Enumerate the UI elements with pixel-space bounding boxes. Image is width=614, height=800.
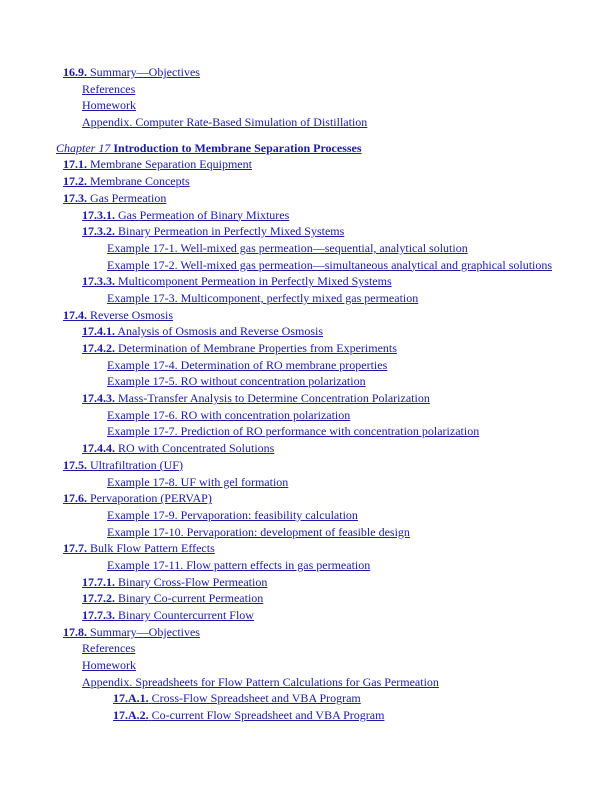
section-title: Reverse Osmosis [90, 307, 173, 322]
toc-entry[interactable] [0, 307, 614, 324]
toc-entry[interactable] [0, 707, 614, 724]
toc-entry-link[interactable] [82, 208, 289, 222]
toc-entry[interactable] [0, 223, 614, 240]
toc-entry-link[interactable] [82, 82, 135, 96]
section-title: Co-current Flow Spreadsheet and VBA Program [151, 708, 385, 723]
section-number: 17.5. [63, 457, 87, 472]
section-title: Example 17-2. Well-mixed gas permeation—simultaneous analytical and graphical solutions [107, 257, 553, 272]
section-number: 17.4. [63, 307, 87, 322]
section-number: 17.7.2. [82, 591, 115, 606]
toc-entry[interactable] [0, 190, 614, 207]
section-number: 17.2. [63, 174, 87, 189]
toc-entry-link[interactable] [107, 475, 288, 489]
section-number: 17.4.3. [82, 391, 115, 406]
toc-entry-link[interactable] [107, 291, 418, 305]
section-title: RO with Concentrated Solutions [118, 441, 275, 456]
toc-entry-link[interactable] [82, 115, 367, 129]
section-title: Example 17-5. RO without concentration polarization [107, 374, 366, 389]
section-title: Example 17-10. Pervaporation: development of feasible design [107, 524, 410, 539]
section-title: Example 17-8. UF with gel formation [107, 474, 289, 489]
toc-entry[interactable] [0, 457, 614, 474]
section-title: References [82, 641, 136, 656]
section-title: Pervaporation (PERVAP) [90, 491, 212, 506]
section-title: Homework [82, 658, 136, 673]
section-number: 17.3.2. [82, 224, 115, 239]
table-of-contents [0, 64, 614, 724]
toc-entry-link[interactable] [107, 258, 552, 272]
toc-entry[interactable] [0, 357, 614, 374]
toc-entry-link[interactable] [63, 65, 200, 79]
toc-entry[interactable] [0, 290, 614, 307]
section-title: Binary Cross-Flow Permeation [118, 574, 268, 589]
section-number: 17.6. [63, 491, 87, 506]
section-title: Multicomponent Permeation in Perfectly Mixed Systems [118, 274, 392, 289]
section-title: Appendix. Computer Rate-Based Simulation of Distillation [82, 115, 368, 130]
section-title: Homework [82, 98, 136, 113]
section-title: Example 17-1. Well-mixed gas permeation—sequential, analytical solution [107, 240, 468, 255]
section-gap [0, 131, 614, 140]
toc-entry-link[interactable] [63, 191, 166, 205]
toc-entry[interactable] [0, 574, 614, 591]
section-number: 17.4.2. [82, 341, 115, 355]
section-title: Example 17-9. Pervaporation: feasibility calculation [107, 507, 358, 522]
toc-entry-link[interactable] [82, 675, 439, 689]
toc-entry-link[interactable] [82, 274, 392, 288]
chapter-heading[interactable] [0, 140, 614, 157]
section-number: 17.3. [63, 190, 87, 205]
section-title: Analysis of Osmosis and Reverse Osmosis [117, 324, 324, 339]
toc-entry-link[interactable] [63, 174, 190, 188]
toc-entry[interactable] [0, 657, 614, 674]
toc-entry[interactable] [0, 173, 614, 190]
section-title: Example 17-11. Flow pattern effects in gas permeation [107, 557, 371, 572]
toc-entry-link[interactable] [107, 241, 468, 255]
section-title: Determination of Membrane Properties from Experiments [118, 341, 397, 355]
toc-entry[interactable] [0, 474, 614, 491]
toc-entry[interactable] [0, 557, 614, 574]
toc-entry-link[interactable] [63, 625, 200, 639]
section-number: 17.A.1. [113, 691, 149, 706]
toc-entry-link[interactable] [82, 441, 274, 455]
section-title: Gas Permeation of Binary Mixtures [118, 207, 290, 222]
toc-entry[interactable] [0, 423, 614, 440]
toc-entry-link[interactable] [107, 558, 370, 572]
chapter-title: Introduction to Membrane Separation Processes [113, 140, 362, 155]
toc-entry-link[interactable] [82, 591, 263, 605]
chapter-heading-link[interactable] [56, 141, 362, 155]
section-title: Example 17-6. RO with concentration polarization [107, 407, 351, 422]
section-number: 17.4.4. [82, 441, 115, 456]
toc-entry-link[interactable] [63, 157, 252, 171]
toc-entry-link[interactable] [107, 424, 479, 438]
toc-entry[interactable] [0, 624, 614, 641]
section-number: 17.3.1. [82, 207, 115, 222]
toc-entry-link[interactable] [82, 575, 267, 589]
toc-entry[interactable] [0, 81, 614, 98]
toc-entry[interactable] [0, 607, 614, 624]
section-number: 17.7.3. [82, 608, 115, 622]
toc-entry-link[interactable] [107, 408, 350, 422]
toc-entry[interactable] [0, 240, 614, 257]
toc-entry[interactable] [0, 590, 614, 607]
toc-entry-link[interactable] [113, 691, 361, 705]
toc-entry-link[interactable] [82, 641, 135, 655]
toc-entry[interactable] [0, 156, 614, 173]
toc-entry[interactable] [0, 440, 614, 457]
section-number: 17.8. [63, 624, 87, 639]
section-number: 17.3.3. [82, 274, 115, 289]
section-title: Ultrafiltration (UF) [90, 457, 183, 472]
section-number: 17.7.1. [82, 574, 115, 589]
section-number: 17.7. [63, 541, 87, 556]
toc-entry[interactable] [0, 524, 614, 541]
section-title: Bulk Flow Pattern Effects [90, 541, 215, 556]
toc-entry[interactable] [0, 390, 614, 407]
section-number: 17.4.1. [82, 324, 115, 339]
toc-entry-link[interactable] [63, 491, 212, 505]
section-title: Gas Permeation [90, 190, 167, 205]
toc-entry[interactable] [0, 340, 614, 357]
section-number: 17.A.2. [113, 708, 149, 723]
toc-entry[interactable] [0, 490, 614, 507]
toc-entry-link[interactable] [82, 324, 323, 338]
section-title: Membrane Separation Equipment [90, 157, 252, 172]
section-title: References [82, 81, 136, 96]
toc-entry[interactable] [0, 207, 614, 224]
toc-entry-link[interactable] [107, 374, 366, 388]
toc-entry-link[interactable] [63, 541, 215, 555]
section-number: 16.9. [63, 65, 87, 79]
section-title: Example 17-4. Determination of RO membrane properties [107, 357, 388, 372]
toc-entry[interactable] [0, 64, 614, 81]
toc-entry-link[interactable] [63, 308, 173, 322]
toc-entry[interactable] [0, 257, 614, 274]
chapter-17-entries [0, 156, 614, 723]
toc-entry-link[interactable] [82, 658, 136, 672]
chapter-label: Chapter 17 [56, 140, 111, 155]
toc-entry[interactable] [0, 507, 614, 524]
toc-entry-link[interactable] [82, 224, 344, 238]
toc-entry-link[interactable] [107, 508, 358, 522]
toc-entry[interactable] [0, 540, 614, 557]
previous-chapter-entries [0, 64, 614, 131]
toc-entry[interactable] [0, 323, 614, 340]
section-number: 17.1. [63, 157, 87, 172]
section-title: Mass-Transfer Analysis to Determine Concentration Polarization [118, 391, 430, 406]
section-title: Summary—Objectives [90, 65, 200, 79]
toc-entry[interactable] [0, 114, 614, 131]
toc-entry-link[interactable] [82, 608, 254, 622]
section-title: Appendix. Spreadsheets for Flow Pattern Calculations for Gas Permeation [82, 674, 439, 689]
toc-entry[interactable] [0, 373, 614, 390]
toc-entry[interactable] [0, 273, 614, 290]
section-title: Example 17-3. Multicomponent, perfectly mixed gas permeation [107, 290, 419, 305]
toc-entry[interactable] [0, 407, 614, 424]
section-title: Membrane Concepts [90, 174, 190, 189]
toc-entry-link[interactable] [82, 391, 430, 405]
toc-entry-link[interactable] [82, 341, 397, 355]
toc-entry-link[interactable] [63, 458, 183, 472]
section-title: Binary Countercurrent Flow [118, 608, 254, 622]
toc-entry[interactable] [0, 674, 614, 691]
section-title: Binary Co-current Permeation [118, 591, 264, 606]
section-title: Summary—Objectives [90, 624, 200, 639]
toc-entry-link[interactable] [113, 708, 384, 722]
toc-entry[interactable] [0, 97, 614, 114]
section-title: Binary Permeation in Perfectly Mixed Systems [118, 224, 345, 239]
section-title: Example 17-7. Prediction of RO performance with concentration polarization [107, 424, 480, 439]
section-title: Cross-Flow Spreadsheet and VBA Program [151, 691, 361, 706]
toc-entry-link[interactable] [82, 98, 136, 112]
toc-entry[interactable] [0, 690, 614, 707]
toc-entry[interactable] [0, 640, 614, 657]
toc-entry-link[interactable] [107, 525, 410, 539]
toc-entry-link[interactable] [107, 358, 387, 372]
